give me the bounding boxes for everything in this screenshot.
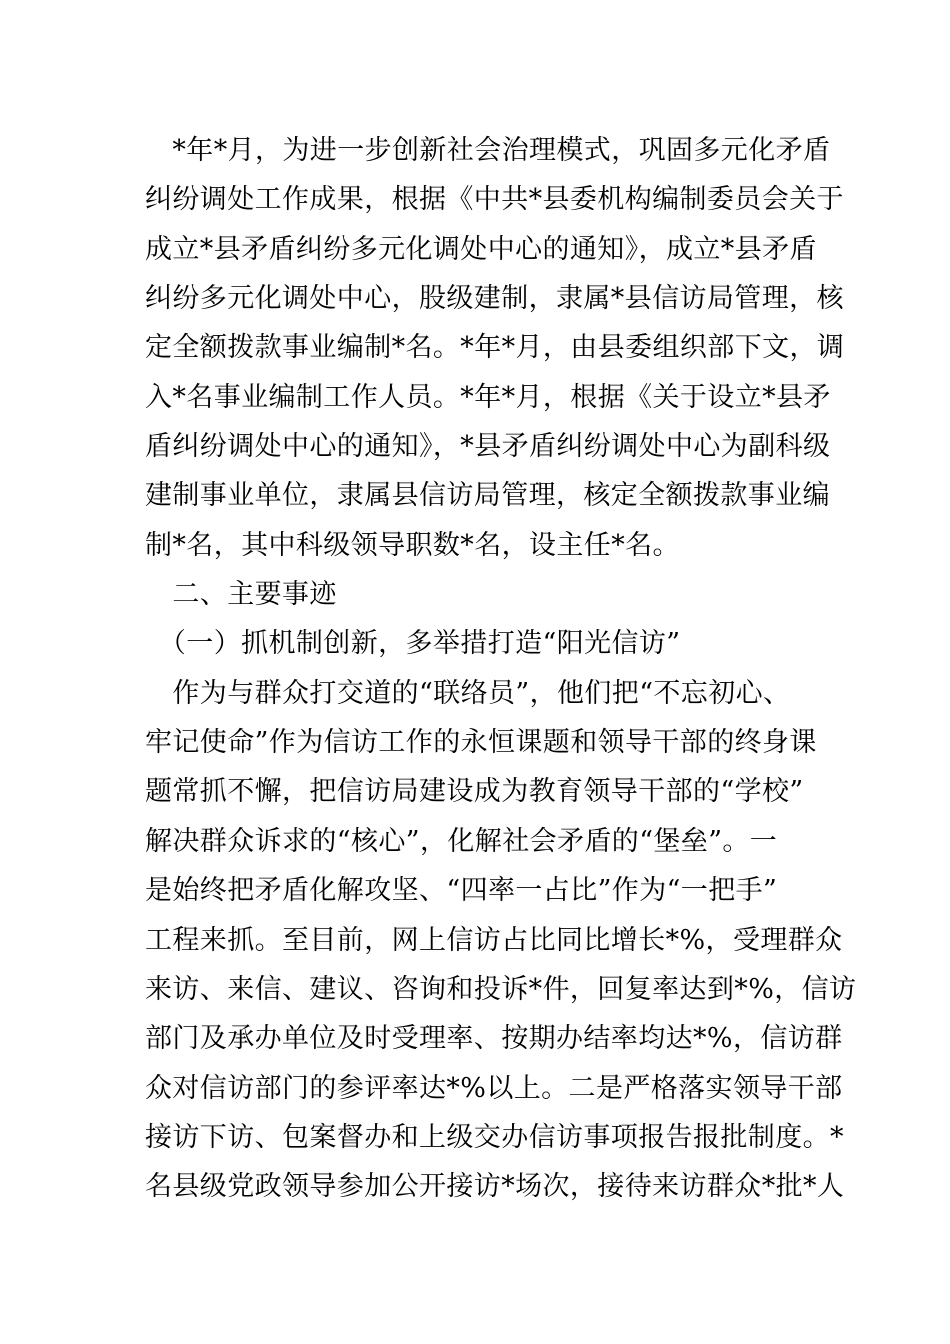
text-line: 众对信访部门的参评率达*%以上。二是严格落实领导干部 (145, 1072, 843, 1104)
text-line: 入*名事业编制工作人员。*年*月，根据《关于设立*县矛 (145, 381, 831, 413)
document-body (145, 126, 857, 1212)
text-line: 纠纷多元化调处中心，股级建制，隶属*县信访局管理，核 (145, 283, 844, 315)
text-line: 解决群众诉求的“核心”，化解社会矛盾的“堡垒”。一 (145, 825, 778, 857)
text-line: 作为与群众打交道的“联络员”，他们把“不忘初心、 (145, 677, 791, 709)
text-line: 定全额拨款事业编制*名。*年*月，由县委组织部下文，调 (145, 332, 845, 364)
text-line: 工程来抓。至目前，网上信访占比同比增长*%，受理群众 (145, 924, 843, 956)
text-line: 盾纠纷调处中心的通知》，*县矛盾纠纷调处中心为副科级 (145, 431, 831, 463)
text-line: 部门及承办单位及时受理率、按期办结率均达*%，信访群 (145, 1023, 843, 1055)
text-line: 成立*县矛盾纠纷多元化调处中心的通知》，成立*县矛盾 (145, 233, 817, 265)
text-line: 制*名，其中科级领导职数*名，设主任*名。 (145, 529, 680, 561)
text-line: 牢记使命”作为信访工作的永恒课题和领导干部的终身课 (145, 727, 817, 759)
text-line: 建制事业单位，隶属县信访局管理，核定全额拨款事业编 (145, 480, 830, 512)
text-line: 纠纷调处工作成果，根据《中共*县委机构编制委员会关于 (145, 184, 844, 216)
text-line: *年*月，为进一步创新社会治理模式，巩固多元化矛盾 (145, 135, 831, 166)
text-line: 接访下访、包案督办和上级交办信访事项报告报批制度。* (145, 1121, 844, 1153)
text-line: 名县级党政领导参加公开接访*场次，接待来访群众*批*人 (145, 1171, 845, 1203)
text-line: 题常抓不懈，把信访局建设成为教育领导干部的“学校” (145, 776, 804, 808)
text-line: 来访、来信、建议、咨询和投诉*件，回复率达到*%，信访 (145, 973, 857, 1005)
text-line: 是始终把矛盾化解攻坚、“四率一占比”作为“一把手” (145, 875, 778, 907)
subsection-heading: （一）抓机制创新，多举措打造“阳光信访” (145, 628, 681, 660)
section-heading: 二、主要事迹 (145, 579, 337, 611)
